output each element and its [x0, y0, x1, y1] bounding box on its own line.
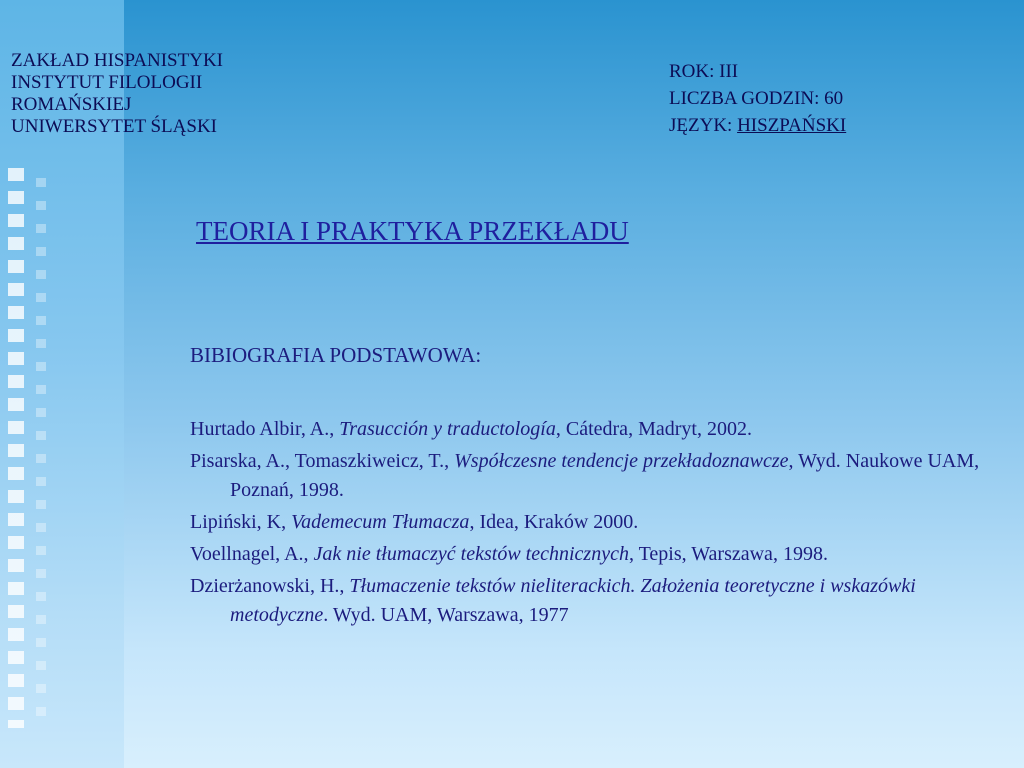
entry-author: Dzierżanowski, H.,: [190, 575, 350, 597]
entry-author: Lipiński, K,: [190, 511, 292, 533]
course-hours: LICZBA GODZIN: 60: [669, 88, 844, 109]
bibliography-entry: [190, 508, 980, 537]
entry-author: Hurtado Albir, A.,: [190, 418, 340, 440]
bibliography-entry: [190, 415, 980, 444]
decorative-squares-column: [8, 168, 24, 728]
bibliography-entry: [190, 540, 980, 569]
entry-title: Vademecum Tłumacza: [291, 511, 470, 533]
bibliography-list: [190, 415, 980, 633]
bibliography-entry: [190, 447, 980, 505]
entry-author: Voellnagel, A.,: [190, 543, 314, 565]
entry-publication: , Idea, Kraków 2000.: [469, 511, 639, 533]
course-language: [669, 112, 846, 139]
entry-publication: . Wyd. UAM, Warszawa, 1977: [323, 604, 569, 626]
entry-publication: , Wyd. Naukowe UAM, Poznań, 1998.: [230, 450, 980, 501]
bibliography-entry: [190, 572, 980, 630]
entry-title: Tłumaczenie tekstów nieliterackich. Założenia teoretyczne i wskazówki metodyczne: [230, 575, 916, 626]
institution-line: INSTYTUT FILOLOGII: [11, 72, 203, 93]
institution-line: UNIWERSYTET ŚLĄSKI: [11, 116, 218, 137]
institution-line: ROMAŃSKIEJ: [11, 94, 132, 115]
entry-author: Pisarska, A., Tomaszkiweicz, T.,: [190, 450, 455, 472]
institution-line: ZAKŁAD HISPANISTYKI: [11, 50, 223, 71]
course-language-value: HISZPAŃSKI: [737, 115, 847, 136]
entry-publication: , Tepis, Warszawa, 1998.: [628, 543, 828, 565]
entry-title: Współczesne tendencje przekładoznawcze: [454, 450, 789, 472]
decorative-squares-column-faint: [36, 178, 46, 718]
entry-publication: , Cátedra, Madryt, 2002.: [555, 418, 752, 440]
course-year: ROK: III: [669, 61, 739, 82]
entry-title: Trasucción y traductología: [339, 418, 556, 440]
bibliography-heading: BIBIOGRAFIA PODSTAWOWA:: [190, 343, 482, 367]
slide-title: TEORIA I PRAKTYKA PRZEKŁADU: [196, 216, 629, 246]
course-meta-block: [669, 58, 846, 139]
entry-title: Jak nie tłumaczyć tekstów technicznych: [313, 543, 629, 565]
institution-block: [11, 50, 311, 138]
course-language-label: JĘZYK:: [669, 115, 738, 136]
